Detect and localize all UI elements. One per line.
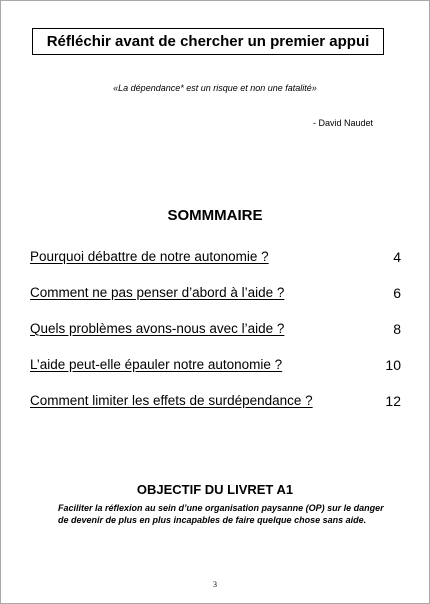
toc-title: SOMMMAIRE bbox=[167, 207, 263, 224]
toc-item[interactable] bbox=[30, 393, 401, 429]
page-title: Réfléchir avant de chercher un premier appui bbox=[32, 28, 384, 55]
toc-item[interactable] bbox=[30, 285, 401, 321]
objective-title: OBJECTIF DU LIVRET A1 bbox=[136, 482, 294, 497]
epigraph-quote: «La dépendance* est un risque et non une fatalité» bbox=[113, 83, 317, 93]
toc-item[interactable] bbox=[30, 249, 401, 285]
toc-item-page: 4 bbox=[393, 249, 401, 265]
toc-item[interactable] bbox=[30, 357, 401, 393]
toc-item-page: 8 bbox=[393, 321, 401, 337]
toc-item-label[interactable]: Pourquoi débattre de notre autonomie ? bbox=[30, 249, 269, 264]
toc-item-label[interactable]: Comment ne pas penser d’abord à l’aide ? bbox=[30, 285, 285, 300]
objective-text: Faciliter la réflexion au sein d’une organisation paysanne (OP) sur le danger de devenir de plus en plus incapables de faire quelque chose sans aide. bbox=[58, 503, 384, 525]
toc-item[interactable] bbox=[30, 321, 401, 357]
epigraph-author: - David Naudet bbox=[312, 118, 373, 128]
toc-item-label[interactable]: Comment limiter les effets de surdépendance ? bbox=[30, 393, 313, 408]
toc-item-label[interactable]: Quels problèmes avons-nous avec l’aide ? bbox=[30, 321, 285, 336]
toc-item-page: 10 bbox=[385, 357, 401, 373]
table-of-contents bbox=[30, 249, 401, 429]
toc-item-page: 12 bbox=[385, 393, 401, 409]
toc-item-page: 6 bbox=[393, 285, 401, 301]
page-number: 3 bbox=[213, 580, 217, 589]
toc-item-label[interactable]: L’aide peut-elle épauler notre autonomie ? bbox=[30, 357, 283, 372]
